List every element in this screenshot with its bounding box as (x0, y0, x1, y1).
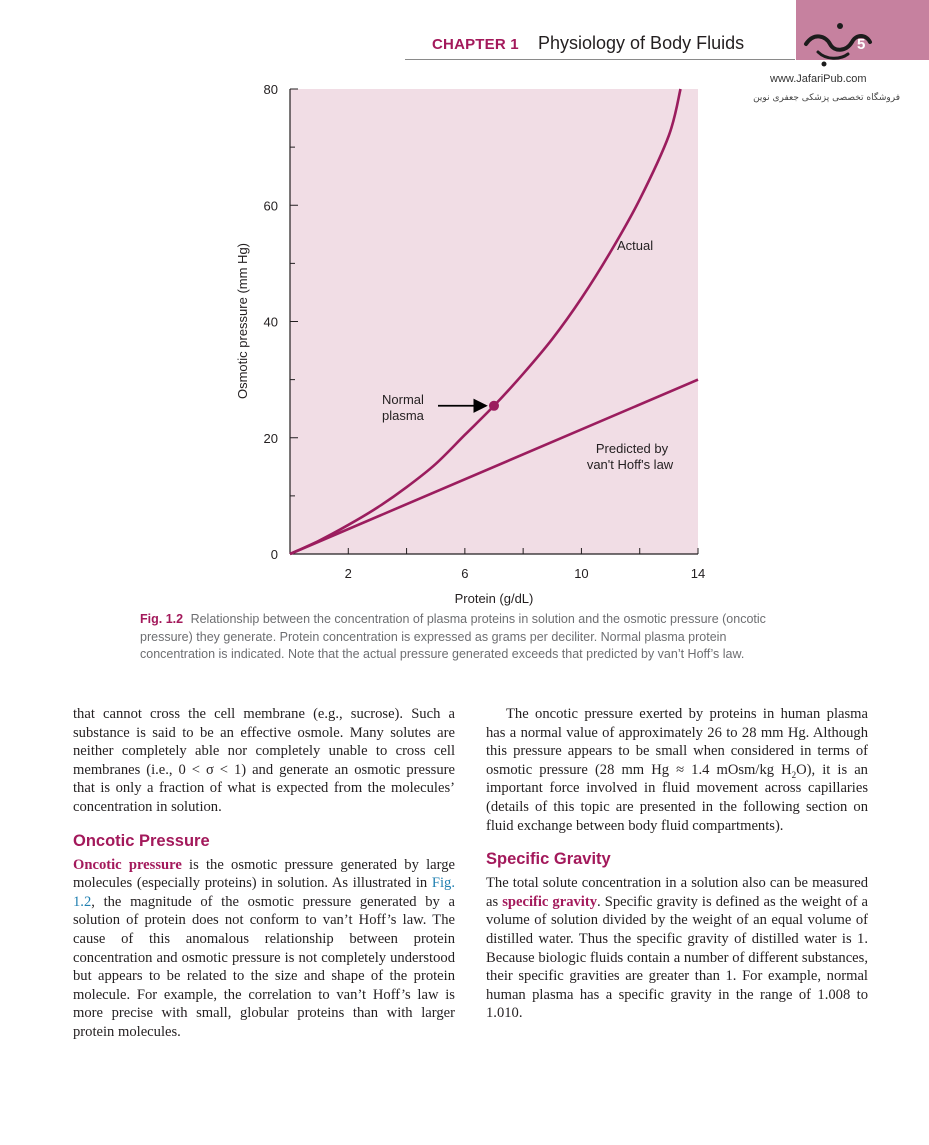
x-tick-label: 14 (690, 566, 706, 581)
left-paragraph-2-part-a: is the osmotic pressure generated by large molecules (especially proteins) in solution. As illustrated in (73, 856, 455, 892)
x-tick-label: 10 (574, 566, 589, 581)
watermark-text: فروشگاه تخصصی پزشکی جعفری نوین (753, 93, 900, 103)
term-oncotic-pressure: Oncotic pressure (73, 856, 182, 873)
normal-plasma-point (489, 401, 499, 411)
left-paragraph-2-part-b: , the magnitude of the osmotic pressure generated by a solution of protein does not conform to van’t Hoff’s law. The cause of this anomalous relationship between protein concentration and osmotic pressure is not completely understood but appears to be related to the size and shape of the protein molecule. For example, the correlation to van’t Hoff’s law is more precise with small, globular proteins than with larger protein molecules. (73, 893, 455, 1040)
term-specific-gravity: specific gravity (502, 893, 598, 910)
subscript-2: 2 (791, 769, 797, 780)
figure-caption (140, 611, 804, 664)
chapter-label: CHAPTER 1 (432, 36, 519, 53)
left-column (73, 705, 455, 1042)
y-tick-label: 20 (263, 430, 278, 446)
y-axis-label: Osmotic pressure (mm Hg) (235, 242, 250, 400)
annotation-predicted-line1: Predicted by (595, 441, 669, 456)
plot-area (290, 89, 698, 554)
right-paragraph-2-part-b: . Specific gravity is defined as the weight of a volume of solution divided by the weight of an equal volume of distilled water. Thus the specific gravity of distilled water is 1. Because biologic fluids contain a number of different substances, their specific gravities are greater than 1. For example, normal human plasma has a specific gravity in the range of 1.008 to 1.010. (486, 893, 868, 1022)
annotation-actual: Actual (617, 238, 654, 253)
page-number: 5 (857, 36, 866, 53)
x-tick-label: 6 (461, 566, 469, 581)
heading-oncotic-pressure: Oncotic Pressure (73, 831, 210, 850)
annotation-normal-line1: Normal (382, 392, 424, 407)
annotation-normal-line2: plasma (382, 408, 424, 423)
right-paragraph-1-part-a: The oncotic pressure exerted by proteins in human plasma has a normal value of approximately 26 to 28 mm Hg. Although this pressure appears to be small when considered in terms of osmotic pressure (28 mm Hg ≈ 1.4 mOsm/kg H (486, 706, 868, 778)
annotation-predicted-line2: van't Hoff's law (586, 457, 674, 472)
x-tick-label: 2 (344, 566, 352, 581)
right-paragraph-1-part-b: O), it is an important force involved in fluid movement across capillaries (details of this topic are presented in the following section on fluid exchange between body fluid compartments). (486, 761, 868, 834)
right-column (486, 705, 868, 1023)
right-paragraph-1 (486, 705, 868, 835)
chapter-title: Physiology of Body Fluids (538, 33, 745, 53)
y-tick-label: 60 (263, 198, 278, 214)
y-tick-label: 40 (263, 314, 278, 330)
caption-text: Relationship between the concentration of plasma proteins in solution and the osmotic pressure (oncotic pressure) they generate. Protein concentration is expressed as grams per deciliter. Normal plasma protein concentration is indicated. Note that the actual pressure generated exceeds that predicted by van’t Hoff’s law. (140, 612, 766, 662)
x-axis-label: Protein (g/dL) (454, 591, 534, 606)
figure-label: Fig. 1.2 (140, 612, 184, 626)
left-paragraph-2 (73, 856, 455, 1042)
right-paragraph-2-part-a: The total solute concentration in a solution also can be measured as (486, 875, 868, 910)
y-tick-label: 0 (270, 547, 278, 562)
left-paragraph-1: that cannot cross the cell membrane (e.g., sucrose). Such a substance is said to be an effective osmole. Many solutes are neither completely able nor completely unable to cross cell membranes (i.e., 0 < σ < 1) and generate an osmotic pressure that is only a fraction of what is expected from the molecules’ concentration in solution. (73, 706, 455, 815)
figure-link[interactable]: Fig. 1.2 (73, 875, 455, 910)
right-paragraph-2 (486, 874, 868, 1023)
heading-specific-gravity: Specific Gravity (486, 850, 611, 869)
y-tick-label: 80 (263, 82, 278, 97)
watermark-url: www.JafariPub.com (770, 73, 867, 85)
